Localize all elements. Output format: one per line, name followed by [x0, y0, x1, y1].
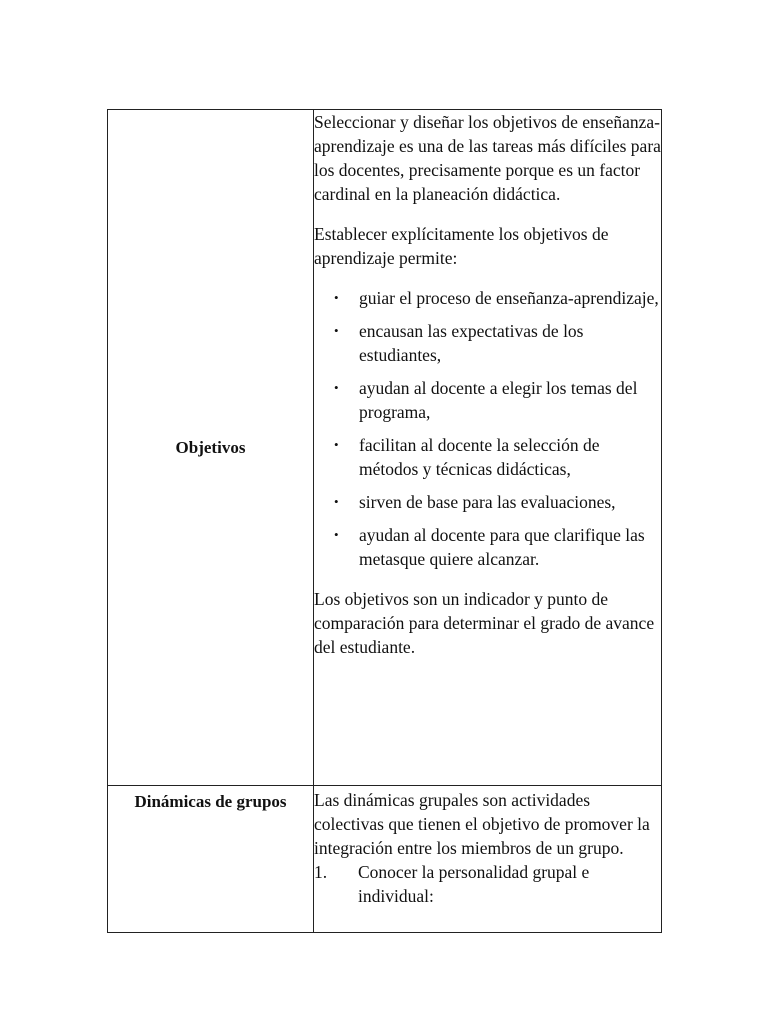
list-item	[314, 490, 661, 514]
dinamicas-intro-paragraph: Las dinámicas grupales son actividades colectivas que tienen el objetivo de promover la integración entre los miembros de un grupo.	[314, 790, 650, 858]
row-label-dinamicas: Dinámicas de grupos	[108, 786, 314, 933]
row-content-dinamicas	[314, 786, 662, 933]
list-item-text: ayudan al docente a elegir los temas del programa,	[359, 378, 638, 422]
bullet-icon: •	[334, 380, 339, 395]
bullet-icon: •	[334, 323, 339, 338]
objetivos-lead-paragraph: Establecer explícitamente los objetivos de aprendizaje permite:	[314, 224, 609, 268]
objetivos-bullet-list	[314, 286, 661, 571]
bullet-icon: •	[334, 290, 339, 305]
numbered-item	[314, 860, 661, 908]
content-table	[107, 109, 662, 933]
row-label-objetivos: Objetivos	[108, 110, 314, 786]
list-item	[314, 523, 661, 571]
objetivos-closing-paragraph: Los objetivos son un indicador y punto de comparación para determinar el grado de avance del estudiante.	[314, 589, 655, 657]
list-item	[314, 433, 661, 481]
list-item-text: ayudan al docente para que clarifique las metasque quiere alcanzar.	[359, 525, 645, 569]
list-item-text: encausan las expectativas de los estudiantes,	[359, 321, 584, 365]
objetivos-intro-paragraph: Seleccionar y diseñar los objetivos de enseñanza-aprendizaje es una de las tareas más difíciles para los docentes, precisamente porque es un factor cardinal en la planeación didáctica.	[314, 112, 661, 204]
list-item-text: sirven de base para las evaluaciones,	[359, 492, 616, 512]
item-text: Conocer la personalidad grupal e individual:	[358, 862, 590, 906]
row-content-objetivos	[314, 110, 662, 786]
list-item-text: guiar el proceso de enseñanza-aprendizaje,	[359, 288, 659, 308]
bullet-icon: •	[334, 494, 339, 509]
table-row-dinamicas	[108, 786, 662, 933]
item-number: 1.	[314, 862, 328, 882]
bullet-icon: •	[334, 437, 339, 452]
table-row-objetivos	[108, 110, 662, 786]
list-item-text: facilitan al docente la selección de métodos y técnicas didácticas,	[359, 435, 600, 479]
bullet-icon: •	[334, 527, 339, 542]
list-item	[314, 286, 661, 310]
list-item	[314, 319, 661, 367]
list-item	[314, 376, 661, 424]
